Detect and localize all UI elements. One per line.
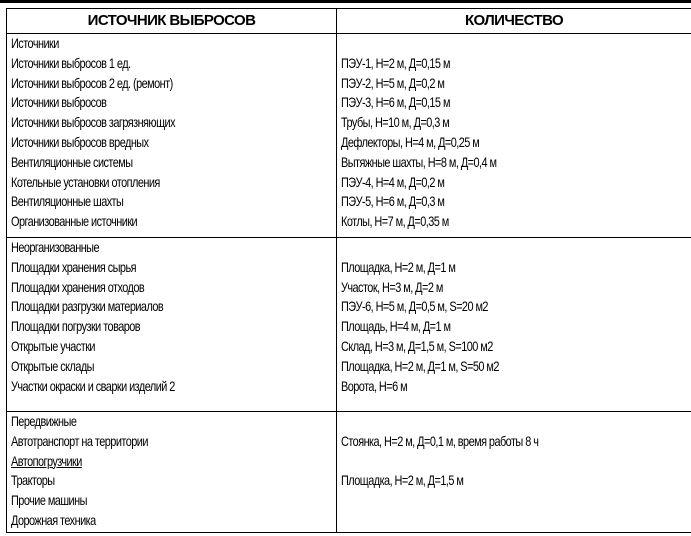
section-1-right-line: Вытяжные шахты, Н=8 м, Д=0,4 м	[341, 153, 497, 170]
section-2-left-line: Площадки разгрузки материалов	[11, 298, 164, 315]
section-3-right-line	[341, 452, 690, 472]
section-1-right-line: Трубы, Н=10 м, Д=0,3 м	[341, 114, 450, 131]
table-header-row	[7, 9, 691, 34]
section-2-left-line: Площадки хранения отходов	[11, 278, 145, 295]
section-3-left-line: Автопогрузчики	[11, 452, 82, 469]
section-1-right-cell	[337, 34, 691, 238]
section-row-organized	[7, 34, 691, 238]
header-left: ИСТОЧНИК ВЫБРОСОВ	[7, 9, 337, 34]
section-1-right-line: ПЭУ-3, Н=6 м, Д=0,15 м	[341, 94, 450, 111]
section-2-right-line	[341, 238, 690, 258]
section-2-left-line: Открытые участки	[11, 337, 95, 354]
section-2-left-line: Неорганизованные	[11, 239, 100, 255]
section-row-mobile	[7, 412, 691, 533]
section-1-left-line: Источники	[11, 35, 59, 51]
section-1-left-cell	[7, 34, 337, 238]
section-2-left-line: Площадки хранения сырья	[11, 258, 136, 275]
section-2-right-line: Ворота, Н=6 м	[341, 377, 408, 394]
section-2-left-line: Открытые склады	[11, 357, 94, 374]
section-1-left-line: Источники выбросов	[11, 94, 107, 111]
section-1-left-line: Источники выбросов загрязняющих	[11, 114, 175, 131]
section-1-right-line: ПЭУ-1, Н=2 м, Д=0,15 м	[341, 54, 450, 71]
section-3-right-line: Площадка, Н=2 м, Д=1,5 м	[341, 472, 464, 489]
section-2-right-line: Склад, Н=3 м, Д=1,5 м, S=100 м2	[341, 337, 493, 354]
section-3-left-cell	[7, 412, 337, 533]
section-2-right-line: Площадь, Н=4 м, Д=1 м	[341, 318, 451, 335]
section-3-right-line: Стоянка, Н=2 м, Д=0,1 м, время работы 8 ч	[341, 432, 539, 449]
section-2-right-line: Площадка, Н=2 м, Д=1 м	[341, 258, 456, 275]
section-1-left-line: Источники выбросов вредных	[11, 133, 149, 150]
section-2-left-cell	[7, 238, 337, 412]
section-1-left-line: Организованные источники	[11, 213, 138, 230]
section-2-right-line: Участок, Н=3 м, Д=2 м	[341, 278, 443, 295]
section-1-left-line: Вентиляционные шахты	[11, 193, 124, 210]
section-1-right-line: ПЭУ-2, Н=5 м, Д=0,2 м	[341, 74, 445, 91]
section-1-left-line: Источники выбросов 1 ед.	[11, 54, 131, 71]
section-3-left-line: Тракторы	[11, 472, 55, 489]
section-1-left-line: Котельные установки отопления	[11, 173, 160, 190]
section-2-right-line: Площадка, Н=2 м, Д=1 м, S=50 м2	[341, 357, 499, 374]
section-3-left-line: Дорожная техника	[11, 511, 96, 528]
top-rule	[0, 0, 691, 3]
emission-sources-table	[6, 8, 691, 533]
section-3-left-line: Прочие машины	[11, 492, 87, 509]
section-1-right-line: ПЭУ-4, Н=4 м, Д=0,2 м	[341, 173, 445, 190]
section-1-right-line: Котлы, Н=7 м, Д=0,35 м	[341, 213, 449, 230]
section-3-left-line: Передвижные	[11, 413, 77, 429]
section-2-left-line: Площадки погрузки товаров	[11, 318, 141, 335]
section-2-left-line: Участки окраски и сварки изделий 2	[11, 377, 175, 394]
section-2-right-line: ПЭУ-6, Н=5 м, Д=0,5 м, S=20 м2	[341, 298, 488, 315]
section-2-right-cell	[337, 238, 691, 412]
section-3-right-line	[341, 412, 690, 432]
section-1-left-line: Вентиляционные системы	[11, 153, 133, 170]
header-right: КОЛИЧЕСТВО	[337, 9, 691, 34]
section-3-left-line: Автотранспорт на территории	[11, 432, 148, 449]
section-row-unorganized	[7, 238, 691, 412]
section-1-right-line: ПЭУ-5, Н=6 м, Д=0,3 м	[341, 193, 445, 210]
section-1-left-line: Источники выбросов 2 ед. (ремонт)	[11, 74, 173, 91]
section-3-right-cell	[337, 412, 691, 533]
section-1-right-line	[341, 34, 690, 54]
section-1-right-line: Дефлекторы, Н=4 м, Д=0,25 м	[341, 133, 480, 150]
